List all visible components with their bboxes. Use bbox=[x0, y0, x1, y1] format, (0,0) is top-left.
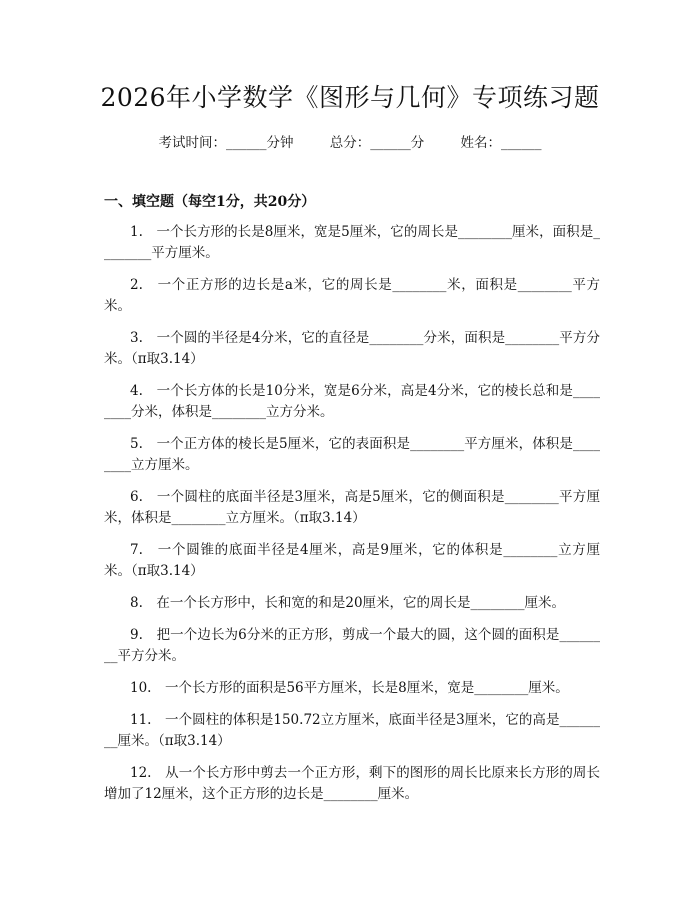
question-item: 3. 一个圆的半径是4分米，它的直径是________分米，面积是________平方分米。（π取3.14） bbox=[104, 330, 600, 367]
question-item: 6. 一个圆柱的底面半径是3厘米，高是5厘米，它的侧面积是________平方厘米，体积是________立方厘米。（π取3.14） bbox=[104, 489, 600, 526]
question-item: 1. 一个长方形的长是8厘米，宽是5厘米，它的周长是________厘米，面积是________平方厘米。 bbox=[104, 224, 600, 261]
question-item: 10. 一个长方形的面积是56平方厘米，长是8厘米，宽是________厘米。 bbox=[130, 680, 569, 696]
student-name: 姓名：______ bbox=[460, 135, 542, 151]
question-item: 12. 从一个长方形中剪去一个正方形，剩下的图形的周长比原来长方形的周长增加了12厘米，这个正方形的边长是________厘米。 bbox=[104, 765, 600, 802]
question-item: 9. 把一个边长为6分米的正方形，剪成一个最大的圆，这个圆的面积是________平方分米。 bbox=[104, 627, 600, 664]
page-title: 2026年小学数学《图形与几何》专项练习题 bbox=[100, 83, 600, 112]
question-item: 7. 一个圆锥的底面半径是4厘米，高是9厘米，它的体积是________立方厘米。（π取3.14） bbox=[104, 542, 600, 579]
exam-info bbox=[0, 131, 700, 151]
question-item: 4. 一个长方体的长是10分米，宽是6分米，高是4分米，它的棱长总和是________分米，体积是________立方分米。 bbox=[104, 383, 600, 420]
question-list bbox=[104, 222, 600, 816]
question-item: 11. 一个圆柱的体积是150.72立方厘米，底面半径是3厘米，它的高是________厘米。（π取3.14） bbox=[104, 712, 600, 749]
total-score: 总分：______分 bbox=[329, 135, 425, 151]
question-item: 2. 一个正方形的边长是a米，它的周长是________米，面积是________平方米。 bbox=[104, 277, 600, 314]
exam-time: 考试时间：______分钟 bbox=[158, 135, 294, 151]
question-item: 5. 一个正方体的棱长是5厘米，它的表面积是________平方厘米，体积是________立方厘米。 bbox=[104, 436, 600, 473]
section-heading: 一、填空题（每空1分，共20分） bbox=[104, 194, 316, 210]
question-item: 8. 在一个长方形中，长和宽的和是20厘米，它的周长是________厘米。 bbox=[130, 595, 566, 611]
